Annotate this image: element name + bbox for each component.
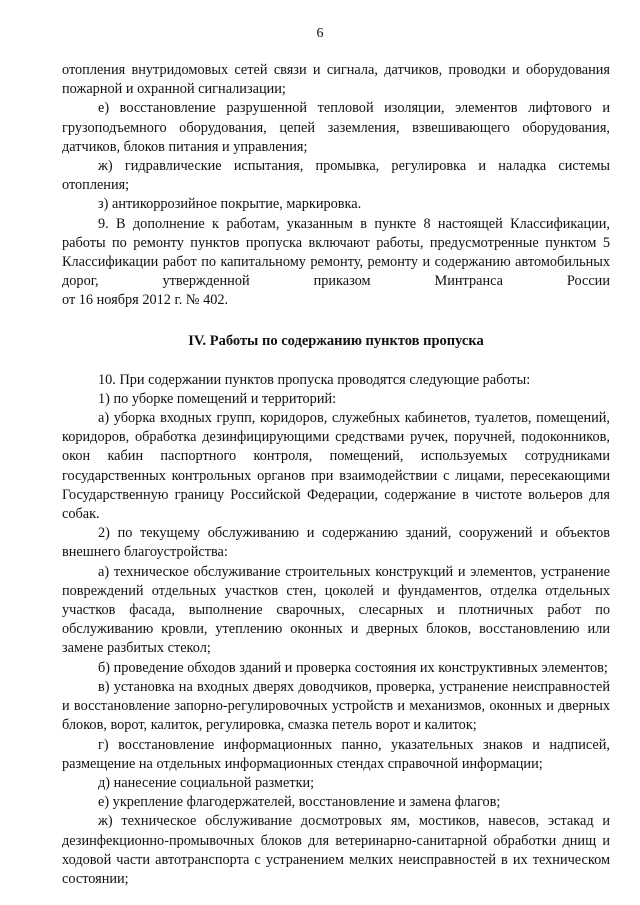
paragraph-point-10: 10. При содержании пунктов пропуска проводятся следующие работы: (98, 371, 531, 388)
paragraph-subpoint-1: 1) по уборке помещений и территорий: (98, 390, 337, 407)
paragraph-maintenance-g: г) восстановление информационных панно, указательных знаков и надписей, размещение на отдельных информационных стендах справочной информации; (62, 736, 610, 772)
paragraph-subpoint-2: 2) по текущему обслуживанию и содержанию зданий, сооружений и объектов внешнего благоустройства: (62, 525, 610, 561)
paragraph-maintenance-zh: ж) техническое обслуживание досмотровых ям, мостиков, навесов, эстакад и дезинфекционно-промывочных блоков для ветеринарно-санитарной обработки днищ и ходовой части автотранспорта с устранением мелких неисправностей в их техническом состоянии; (62, 813, 610, 887)
paragraph-maintenance-e: е) укрепление флагодержателей, восстановление и замена флагов; (98, 794, 501, 811)
paragraph-item-z: з) антикоррозийное покрытие, маркировка. (98, 196, 362, 213)
paragraph-cleaning-a: а) уборка входных групп, коридоров, служебных кабинетов, туалетов, помещений, коридоров, обработка дезинфицирующими средствами ручек, поручней, подоконников, окон кабин паспортного контроля, помещений, используемых сотрудниками государственных контрольных органов при взаимодействии с лицами, пересекающими Государственную границу Российской Федерации, содержание в чистоте вольеров для собак. (62, 410, 610, 523)
paragraph-continuation: отопления внутридомовых сетей связи и сигнала, датчиков, проводки и оборудования пожарной и охранной сигнализации; (62, 62, 610, 98)
document-body (62, 61, 610, 889)
paragraph-item-zh: ж) гидравлические испытания, промывка, регулировка и наладка системы отопления; (62, 158, 610, 194)
page-number: 6 (316, 26, 324, 41)
paragraph-maintenance-d: д) нанесение социальной разметки; (98, 774, 315, 791)
section-heading: IV. Работы по содержанию пунктов пропуска (188, 332, 484, 349)
paragraph-maintenance-v: в) установка на входных дверях доводчиков, проверка, устранение неисправностей и восстановление запорно-регулировочных устройств и механизмов, оконных и дверных блоков, ворот, калиток, регулировка, смазка петель ворот и калиток; (62, 678, 610, 734)
paragraph-maintenance-b: б) проведение обходов зданий и проверка состояния их конструктивных элементов; (98, 659, 608, 676)
paragraph-point-9: 9. В дополнение к работам, указанным в пункте 8 настоящей Классификации, работы по ремонту пунктов пропуска включают работы, предусмотренные пунктом 5 Классификации работ по капитальному ремонту, ремонту и содержанию автомобильных дорог, утвержденной приказом Минтранса России (62, 215, 610, 290)
paragraph-maintenance-a: а) техническое обслуживание строительных конструкций и элементов, устранение повреждений отдельных участков стен, цоколей и фундаментов, отделка отдельных участков фасада, выполнение сварочных, слесарных и плотничных работ по обслуживанию кровли, утеплению оконных и дверных блоков, восстановлению или замене разбитых стекол; (62, 563, 610, 657)
paragraph-item-e: е) восстановление разрушенной тепловой изоляции, элементов лифтового и грузоподъемного оборудования, цепей заземления, взвешивающего оборудования, датчиков, блоков питания и управления; (62, 100, 610, 155)
paragraph-point-9-end: от 16 ноября 2012 г. № 402. (62, 292, 229, 309)
